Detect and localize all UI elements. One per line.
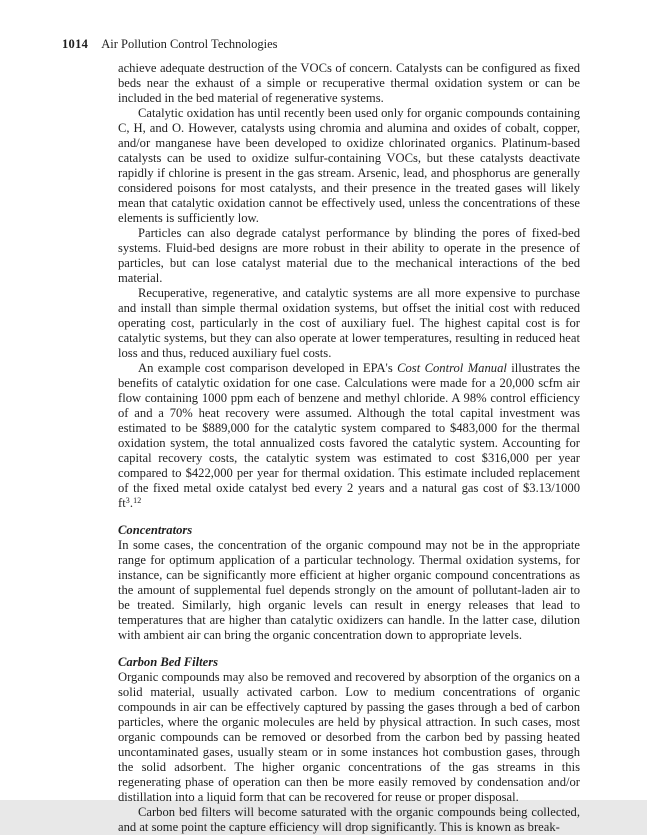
paragraph-epa-cost-example xyxy=(118,361,580,511)
epa-example-lead: An example cost comparison developed in EPA's xyxy=(138,361,398,375)
paragraph-catalytic-oxidation: Catalytic oxidation has until recently been used only for organic compounds containing C, H, and O. However, catalysts using chromia and alumina and oxides of cobalt, copper, and/or manganese have been developed to oxidize chlorinated organics. Platinum-based catalysts can be used to oxidize sulfur-containing VOCs, but these catalysts deactivate rapidly if chlorine is present in the gas stream. Arsenic, lead, and phosphorus are generally considered poisons for most catalysts, and their presence in the treated gases will likely mean that catalytic oxidation cannot be effectively used, unless the concentrations of these elements is sufficiently low. xyxy=(118,106,580,225)
paragraph-carbon-bed-filters: Organic compounds may also be removed and recovered by absorption of the organics on a solid material, usually activated carbon. Low to medium concentrations of organic compounds in air can be effectively captured by passing the gases through a bed of carbon particles, where the organic molecules are held by physical attraction. In such cases, most organic compounds can be removed or desorbed from the carbon bed by passing heated uncontaminated gases, usually steam or in some instances hot combustion gases, through the solid adsorbent. The higher organic concentrations of the gas streams in this regenerating phase of operation can then be more easily removed by condensation and/or distillation into a liquid form that can be recovered for reuse or proper disposal. xyxy=(118,670,580,804)
paragraph-concentrators: In some cases, the concentration of the organic compound may not be in the appropriate range for optimum application of a particular technology. Thermal oxidation systems, for instance, can be significantly more efficient at higher organic compound concentrations as the amount of supplemental fuel depends strongly on the amount of pollutant-laden air to be treated. Similarly, high organic levels can result in energy releases that lead to temperatures that are higher than catalytic oxidizers can handle. In the latter case, dilution with ambient air can bring the organic concentration down to appropriate levels. xyxy=(118,538,580,642)
page-number: 1014 xyxy=(62,37,89,51)
paragraph-particle-degradation: Particles can also degrade catalyst performance by blinding the pores of fixed-bed systems. Fluid-bed designs are more robust in their ability to operate in the presence of particles, but can lose catalyst material due to the mechanical interactions of the bed material. xyxy=(118,226,580,285)
paragraph-continuation: achieve adequate destruction of the VOCs of concern. Catalysts can be configured as fixed beds near the exhaust of a simple or recuperative thermal oxidation system or can be included in the bed material of regenerative systems. xyxy=(118,61,580,105)
cubic-feet-exponent: 3 xyxy=(125,496,130,505)
text-column xyxy=(118,61,580,835)
cost-control-manual-title: Cost Control Manual xyxy=(397,361,507,375)
heading-concentrators: Concentrators xyxy=(118,523,193,537)
epa-example-body: illustrates the benefits of catalytic oxidation for one case. Calculations were made for a 20,000 scfm air flow containing 1000 ppm each of benzene and methyl chloride. A 98% control efficiency of and a 70% heat recovery were assumed. Although the total capital investment was estimated to be $889,000 for the catalytic system compared to $483,000 for the thermal oxidation system, the total annualized costs favored the catalytic system. Accounting for capital recovery costs, the catalytic system was estimated to cost $316,000 per year compared to $422,000 per year for thermal oxidation. This estimate included replacement of the fixed metal oxide catalyst bed every 2 years and a natural gas cost of $3.13/1000 ft xyxy=(118,361,580,510)
running-title: Air Pollution Control Technologies xyxy=(101,37,278,51)
paragraph-breakthrough: Carbon bed filters will become saturated with the organic compounds being collected, and at some point the capture efficiency will drop significantly. This is known as break- xyxy=(118,805,580,834)
page-header xyxy=(62,37,278,52)
sentence-period: . xyxy=(129,496,134,510)
footnote-12-reference: 12 xyxy=(133,496,142,505)
paragraph-system-costs: Recuperative, regenerative, and catalytic systems are all more expensive to purchase and install than simple thermal oxidation systems, but offset the initial cost with reduced operating cost, particularly in the cost of auxiliary fuel. The highest capital cost is for catalytic systems, but they can also operate at lower temperatures, resulting in reduced heat loss and thus, reduced auxiliary fuel costs. xyxy=(118,286,580,360)
heading-carbon-bed-filters: Carbon Bed Filters xyxy=(118,655,219,669)
